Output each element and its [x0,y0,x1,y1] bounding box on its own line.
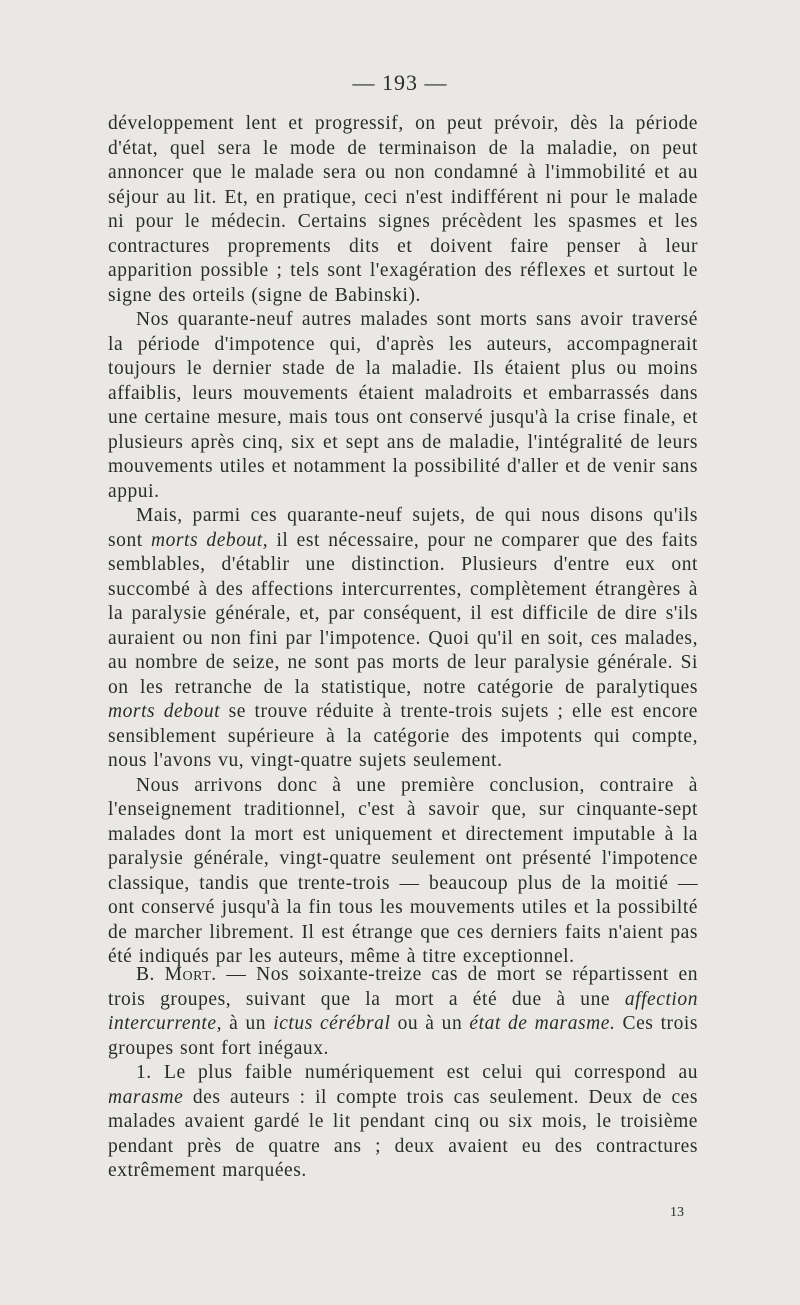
paragraph-2: Nos quarante-neuf autres malades sont morts sans avoir traversé la période d'impotence qui, d'après les auteurs, accompagnerait toujours le dernier stade de la maladie. Ils étaient plus ou moins affaiblis, leurs mouvements étaient maladroits et embarrassés dans une certaine mesure, mais tous ont conservé jusqu'à la crise finale, et plusieurs après cinq, six et sept ans de maladie, l'intégralité de leurs mouvements utiles et notamment la possibilité d'aller et de venir sans appui. [108,309,698,502]
paragraph-3 [108,504,698,774]
paragraph-5-text-a: — Nos soixante-treize cas de mort se répartissent en trois groupes, suivant que la mort a été due à une [108,964,699,1010]
body-text-lower [108,963,698,1184]
paragraph-1: développement lent et progressif, on peut prévoir, dès la période d'état, quel sera le mode de terminaison de la maladie, on peut annoncer que le malade sera ou non condamné à l'immobilité et au séjour au lit. Et, en pratique, ceci n'est indifférent ni pour le malade ni pour le médecin. Certains signes précèdent les spasmes et les contractures proprements dits et doivent faire penser à leur apparition possible ; tels sont l'exagération des réflexes et surtout le signe des orteils (signe de Babinski). [108,113,698,306]
paragraph-5-italic-d: ictus cérébral [273,1013,391,1034]
paragraph-3-italic-d: morts debout [108,701,221,722]
paragraph-5-text-c: à un [222,1013,274,1034]
paragraph-5-text-e: ou à un [390,1013,470,1034]
paragraph-5-italic-b: affection intercurrente, [108,988,698,1034]
section-heading-mort: B. Mort. [136,964,217,985]
paragraph-3-italic-b: morts debout, [150,529,269,551]
paragraph-6-italic-b: marasme [108,1086,184,1108]
body-text-upper [108,112,698,970]
paragraph-3-text-e: se trouve réduite à trente-trois sujets ; elle est encore sensiblement supérieure à la catégorie des impotents qui compte, nous l'avons vu, vingt-quatre sujets seulement. [108,701,699,771]
page-number: — 193 — [352,70,448,95]
paragraph-6-text-c: des auteurs : il compte trois cas seulement. Deux de ces malades avaient gardé le lit pendant cinq ou six mois, le troisième pendant près de quatre ans ; deux avaient eu des contractures extrêmement marquées. [108,1086,698,1181]
paragraph-5-text-g: Ces trois groupes sont fort inégaux. [108,1013,698,1059]
paragraph-4: Nous arrivons donc à une première conclusion, contraire à l'enseignement traditionnel, c'est à savoir que, sur cinquante-sept malades dont la mort est uniquement et directement imputable à la paralysie générale, vingt-quatre seulement ont présenté l'impotence classique, tandis que trente-trois — beaucoup plus de la moitié — ont conservé jusqu'à la fin tous les mouvements utiles et la possibilté de marcher librement. Il est étrange que ces derniers faits n'aient pas été indiqués par les auteurs, même à titre exceptionnel. [108,774,698,967]
paragraph-6 [108,1061,698,1184]
paragraph-5 [108,963,698,1061]
signature-mark: 13 [670,1205,684,1220]
paragraph-6-text-a: 1. Le plus faible numériquement est celui qui correspond au [136,1062,698,1083]
paragraph-5-italic-f: état de marasme. [469,1013,616,1034]
paragraph-3-text-c: il est nécessaire, pour ne comparer que des faits semblables, d'établir une distinction. Plusieurs d'entre eux ont succombé à des affections intercurrentes, complètement étrangères à la paralysie générale, et, par conséquent, il est difficile de dire s'ils auraient ou non fini par l'impotence. Quoi qu'il en soit, ces malades, au nombre de seize, ne sont pas morts de leur paralysie générale. Si on les retranche de la statistique, notre catégorie de paralytiques [108,529,698,698]
paragraph-3-text-a: Mais, parmi ces quarante-neuf sujets, de qui nous disons qu'ils sont [108,505,698,551]
